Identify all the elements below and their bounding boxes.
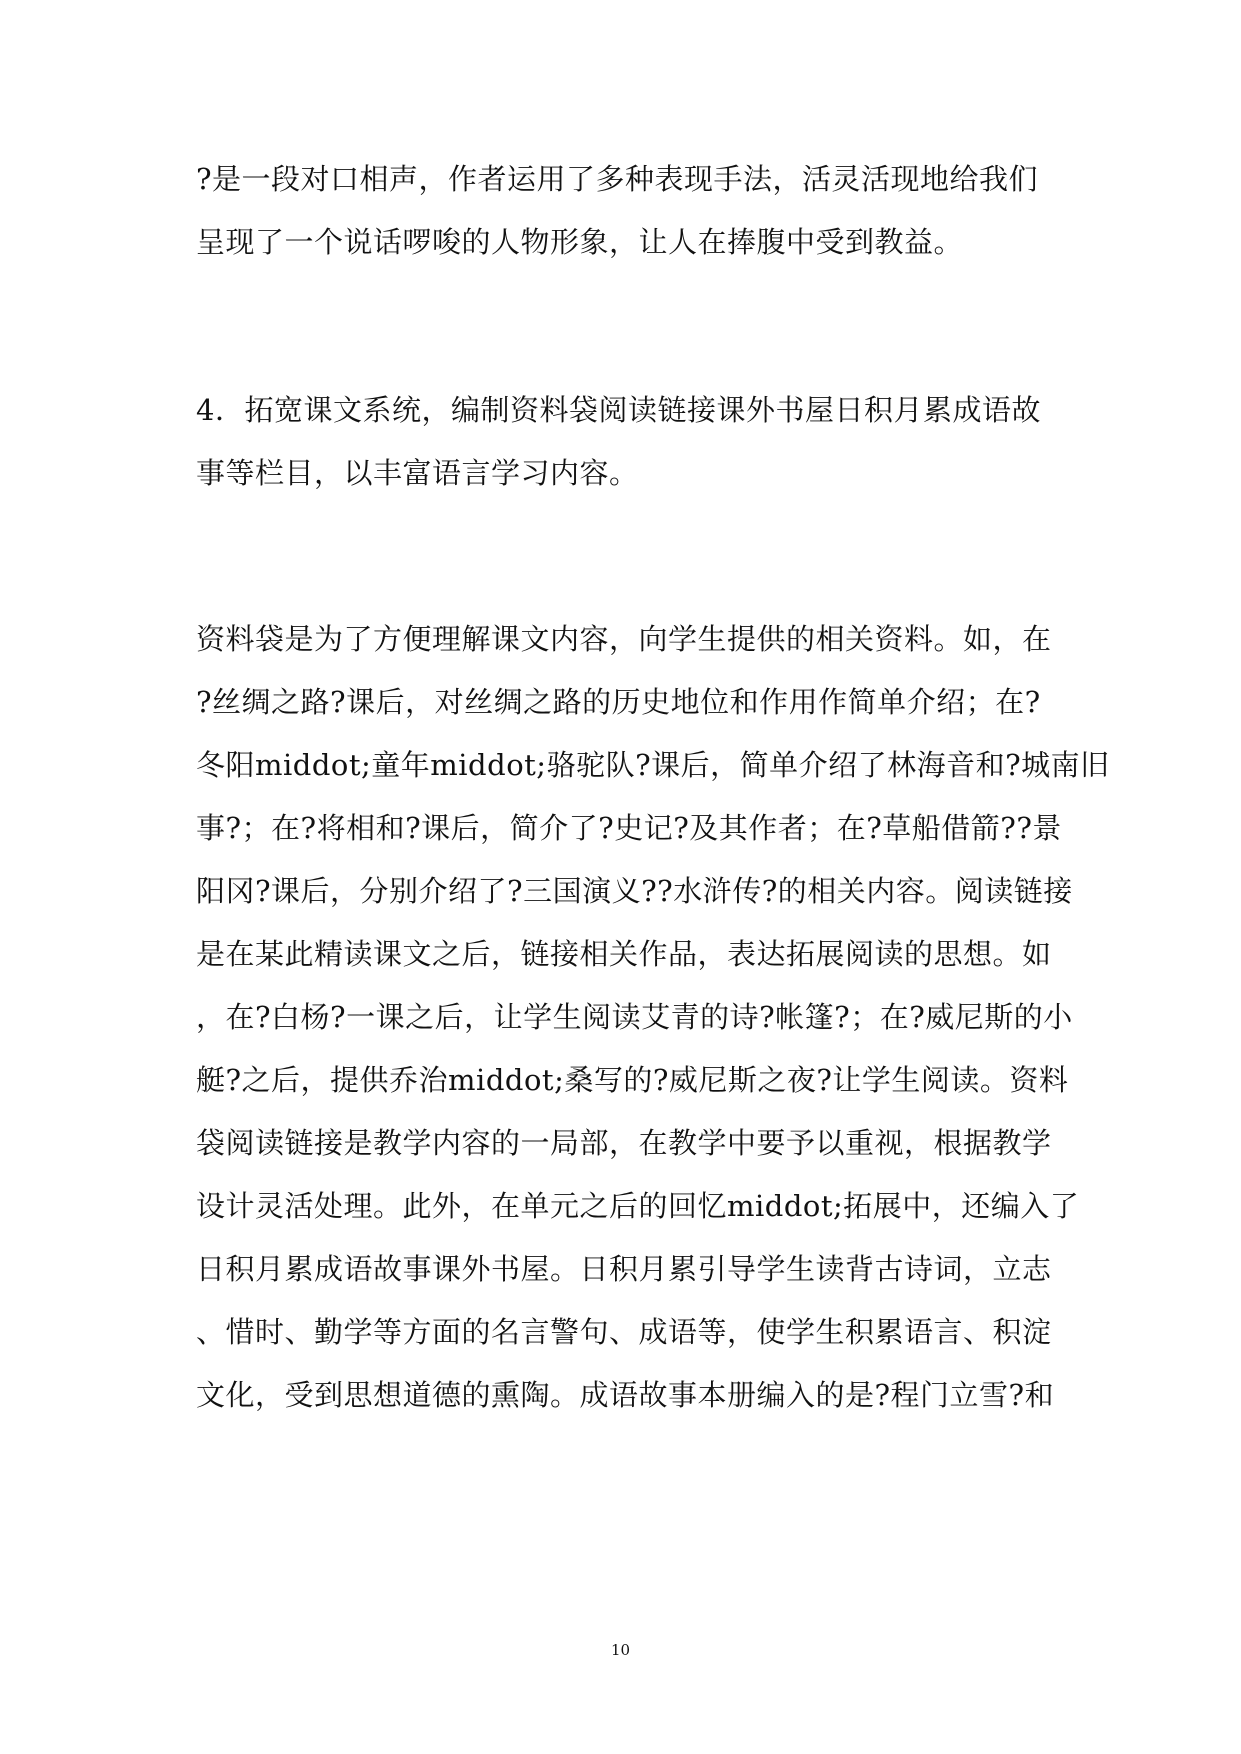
paragraph-line: 文化，受到思想道德的熏陶。成语故事本册编入的是?程门立雪?和: [196, 1378, 1055, 1412]
paragraph-line: 袋阅读链接是教学内容的一局部，在教学中要予以重视，根据教学: [196, 1126, 1052, 1160]
paragraph-line: 事?；在?将相和?课后，简介了?史记?及其作者；在?草船借箭??景: [196, 811, 1062, 845]
paragraph-line: 4．拓宽课文系统，编制资料袋阅读链接课外书屋日积月累成语故: [196, 393, 1041, 427]
paragraph-line: 设计灵活处理。此外，在单元之后的回忆middot;拓展中，还编入了: [196, 1189, 1080, 1223]
paragraph-line: 是在某此精读课文之后，链接相关作品，表达拓展阅读的思想。如: [196, 937, 1052, 971]
paragraph-line: 呈现了一个说话啰唆的人物形象，让人在捧腹中受到教益。: [196, 225, 964, 259]
page-number: 10: [610, 1641, 631, 1659]
paragraph-line: ?是一段对口相声，作者运用了多种表现手法，活灵活现地给我们: [196, 162, 1039, 196]
paragraph-line: ?丝绸之路?课后，对丝绸之路的历史地位和作用作简单介绍；在?: [196, 685, 1041, 719]
paragraph-line: 事等栏目，以丰富语言学习内容。: [196, 456, 639, 490]
paragraph-line: 、惜时、勤学等方面的名言警句、成语等，使学生积累语言、积淀: [196, 1315, 1052, 1349]
paragraph-line: 冬阳middot;童年middot;骆驼队?课后，简单介绍了林海音和?城南旧: [196, 748, 1110, 782]
paragraph-line: 艇?之后，提供乔治middot;桑写的?威尼斯之夜?让学生阅读。资料: [196, 1063, 1069, 1097]
paragraph-line: 资料袋是为了方便理解课文内容，向学生提供的相关资料。如，在: [196, 622, 1052, 656]
paragraph-line: ，在?白杨?一课之后，让学生阅读艾青的诗?帐篷?；在?威尼斯的小: [196, 1000, 1073, 1034]
paragraph-line: 日积月累成语故事课外书屋。日积月累引导学生读背古诗词，立志: [196, 1252, 1052, 1286]
paragraph-line: 阳冈?课后，分别介绍了?三国演义??水浒传?的相关内容。阅读链接: [196, 874, 1073, 908]
